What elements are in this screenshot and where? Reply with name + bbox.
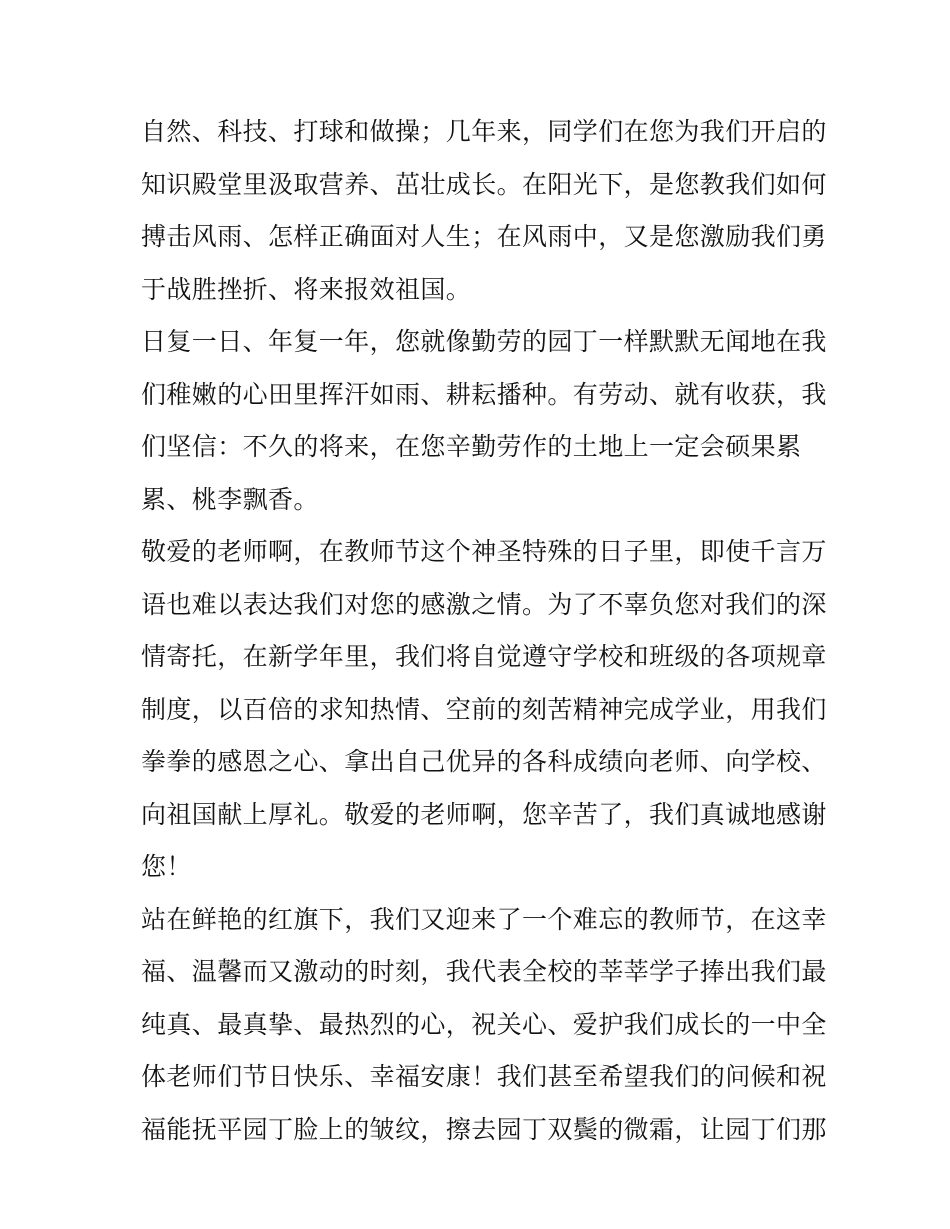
text-line: 制度，以百倍的求知热情、空前的刻苦精神完成学业，用我们 bbox=[141, 694, 827, 724]
text-line: 向祖国献上厚礼。敬爱的老师啊，您辛苦了，我们真诚地感谢 bbox=[141, 799, 827, 829]
text-line: 您！ bbox=[141, 852, 192, 881]
text-line: 敬爱的老师啊，在教师节这个神圣特殊的日子里，即使千言万 bbox=[141, 537, 827, 566]
text-line: 拳拳的感恩之心、拿出自己优异的各科成绩向老师、向学校、 bbox=[141, 747, 827, 776]
text-line: 福能抚平园丁脸上的皱纹，擦去园丁双鬓的微霜，让园丁们那 bbox=[141, 1114, 827, 1144]
document-body bbox=[141, 106, 827, 1156]
text-line: 自然、科技、打球和做操；几年来，同学们在您为我们开启的 bbox=[141, 117, 827, 146]
text-line: 语也难以表达我们对您的感激之情。为了不辜负您对我们的深 bbox=[141, 589, 827, 619]
text-line: 们坚信：不久的将来，在您辛勤劳作的土地上一定会硕果累 bbox=[141, 432, 802, 461]
text-line: 情寄托，在新学年里，我们将自觉遵守学校和班级的各项规章 bbox=[141, 642, 827, 671]
text-line: 日复一日、年复一年，您就像勤劳的园丁一样默默无闻地在我 bbox=[141, 327, 827, 356]
text-line: 体老师们节日快乐、幸福安康！我们甚至希望我们的问候和祝 bbox=[141, 1062, 827, 1091]
text-line: 搏击风雨、怎样正确面对人生；在风雨中，又是您激励我们勇 bbox=[141, 222, 827, 251]
text-line: 站在鲜艳的红旗下，我们又迎来了一个难忘的教师节，在这幸 bbox=[141, 904, 827, 934]
text-line: 纯真、最真挚、最热烈的心，祝关心、爱护我们成长的一中全 bbox=[141, 1009, 827, 1039]
text-line: 累、桃李飘香。 bbox=[141, 484, 319, 514]
text-line: 知识殿堂里汲取营养、茁壮成长。在阳光下，是您教我们如何 bbox=[141, 169, 827, 199]
text-line: 们稚嫩的心田里挥汗如雨、耕耘播种。有劳动、就有收获，我 bbox=[141, 379, 827, 409]
text-line: 于战胜挫折、将来报效祖国。 bbox=[141, 274, 472, 304]
text-line: 福、温馨而又激动的时刻，我代表全校的莘莘学子捧出我们最 bbox=[141, 957, 827, 986]
